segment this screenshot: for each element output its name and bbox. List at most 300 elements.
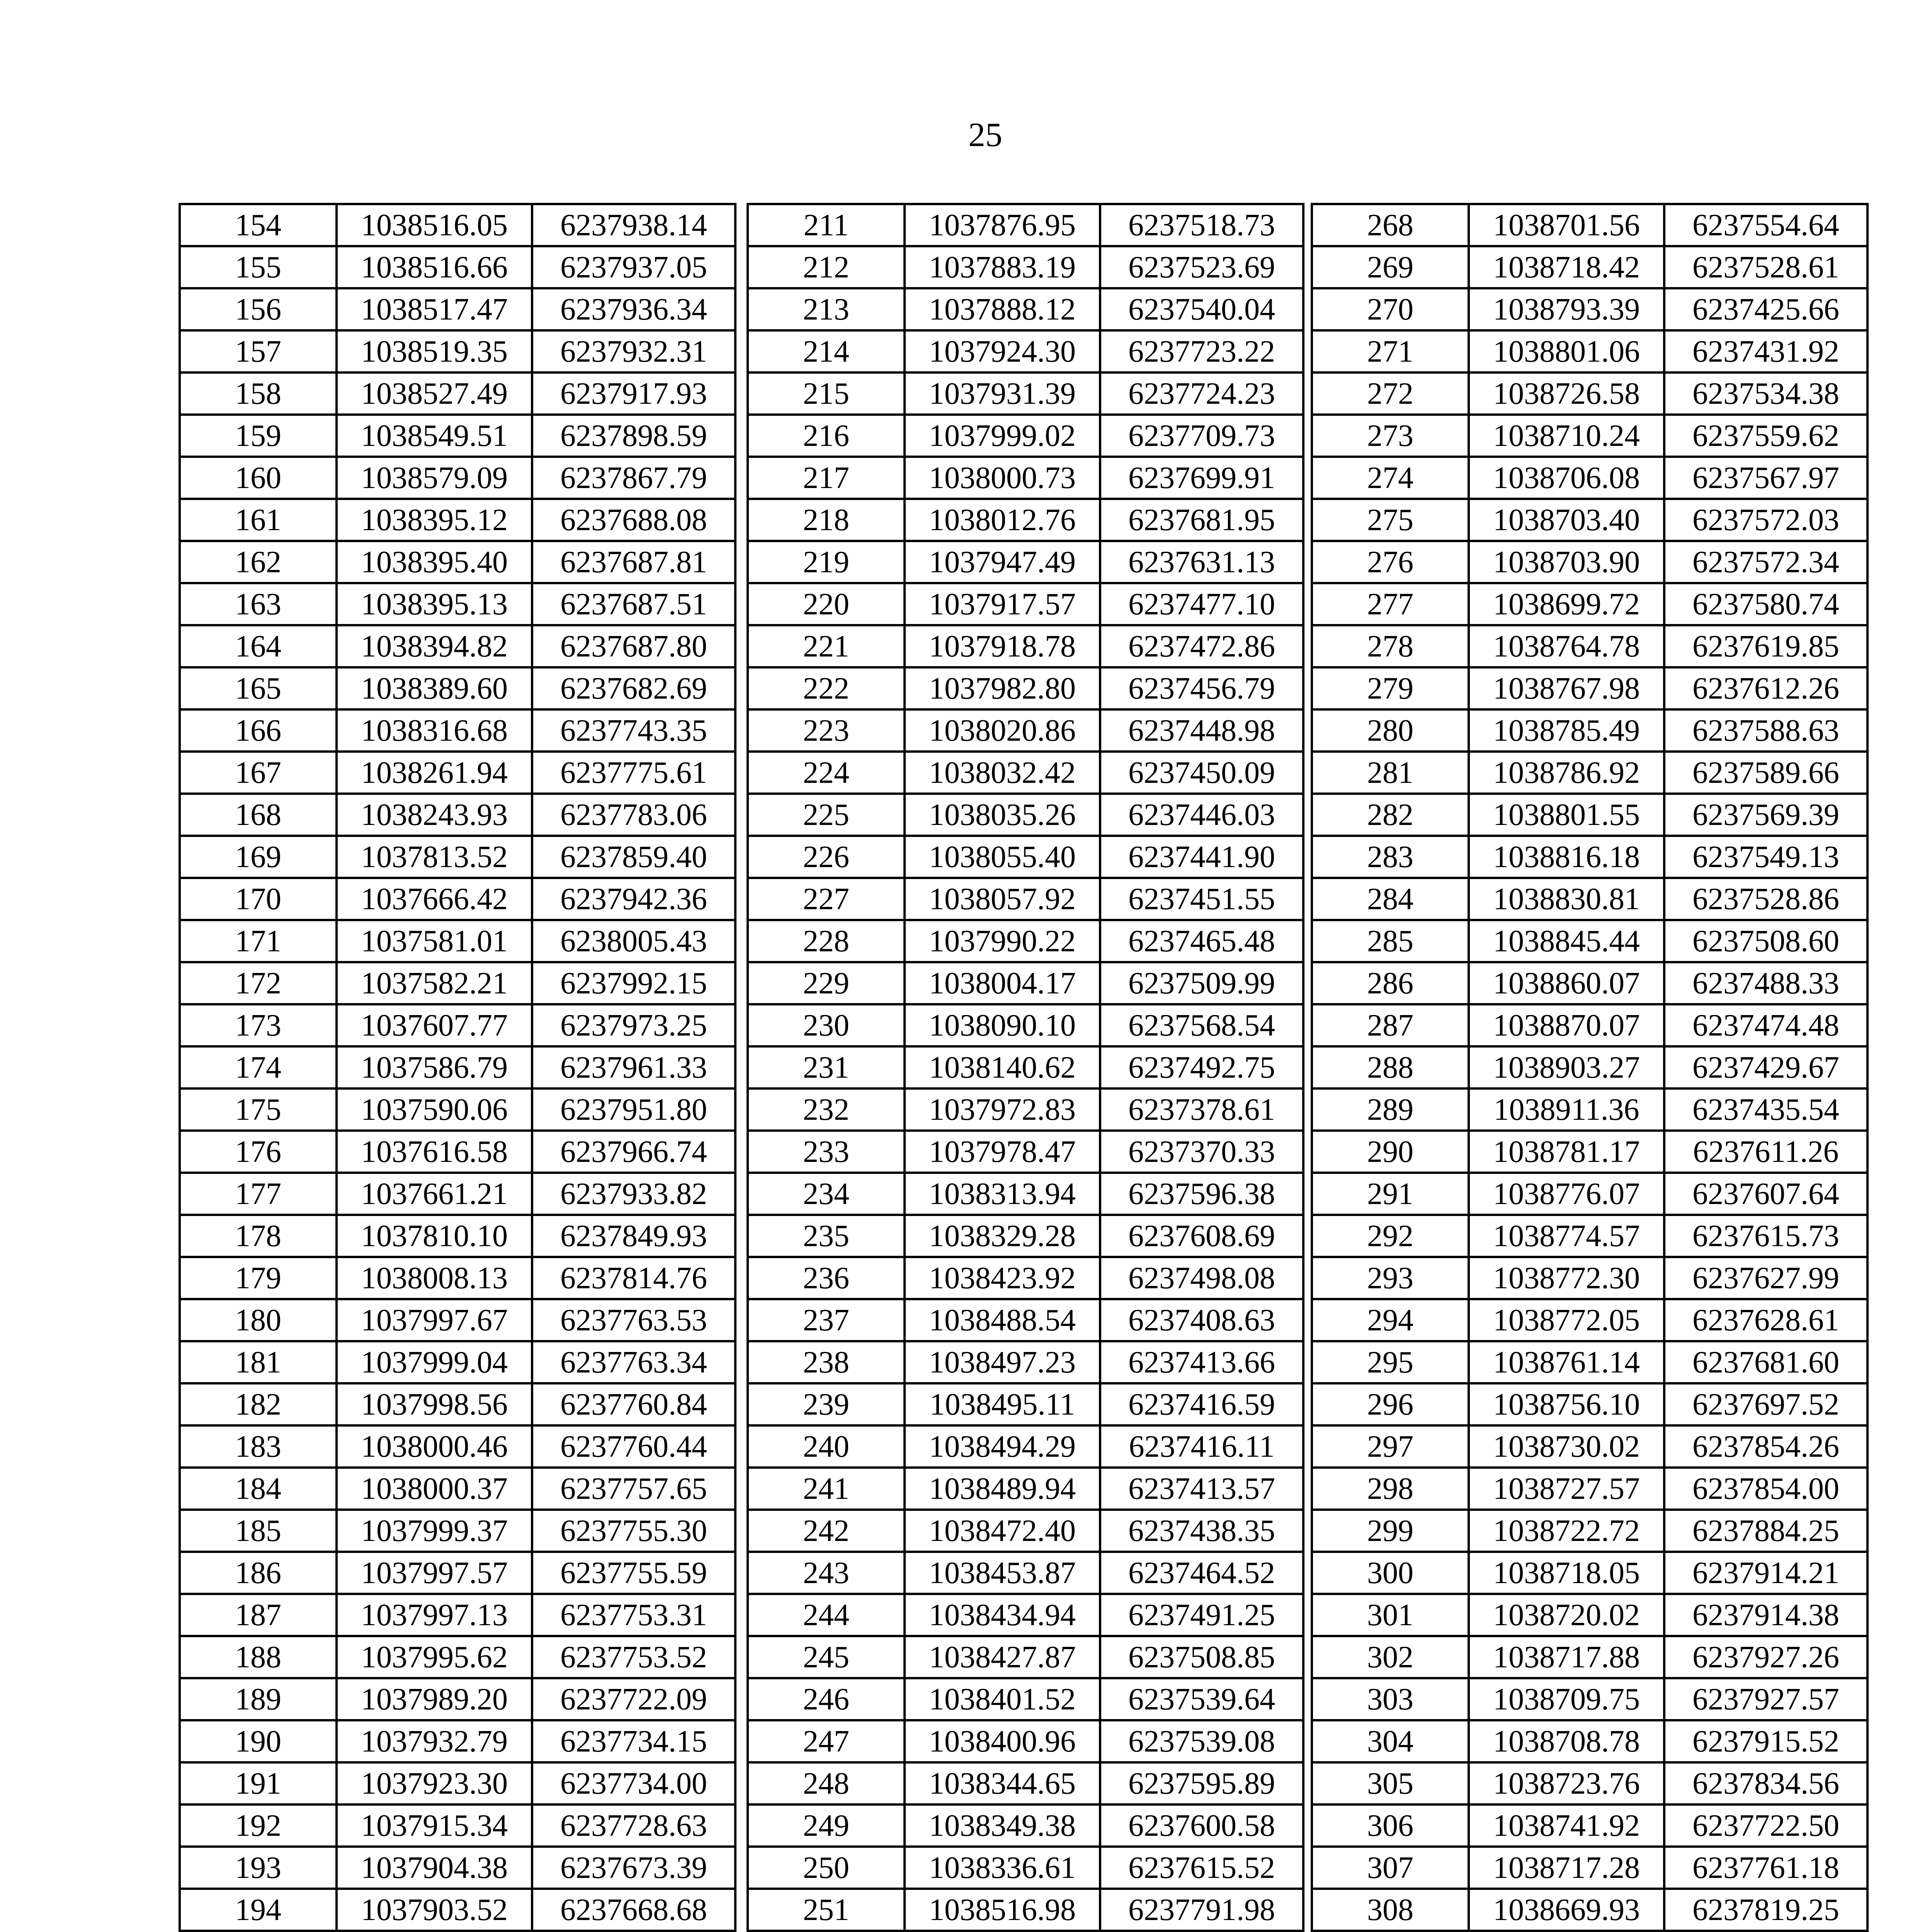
y-coordinate-cell: 6237709.73 [1100, 415, 1303, 457]
x-coordinate-cell: 1038703.40 [1469, 499, 1664, 541]
x-coordinate-cell: 1038000.73 [905, 457, 1100, 499]
y-coordinate-cell: 6237917.93 [532, 372, 735, 415]
y-coordinate-cell: 6237814.76 [532, 1257, 735, 1299]
x-coordinate-cell: 1038741.92 [1469, 1804, 1664, 1847]
y-coordinate-cell: 6237549.13 [1664, 836, 1867, 878]
table-row [1312, 1762, 1867, 1804]
point-number-cell: 243 [748, 1552, 905, 1594]
table-row [748, 1257, 1303, 1299]
table-row [748, 920, 1303, 962]
point-number-cell: 223 [748, 709, 905, 752]
point-number-cell: 179 [180, 1257, 337, 1299]
y-coordinate-cell: 6237668.68 [532, 1889, 735, 1931]
x-coordinate-cell: 1038389.60 [337, 667, 532, 709]
table-row [180, 457, 735, 499]
x-coordinate-cell: 1038057.92 [905, 878, 1100, 920]
point-number-cell: 229 [748, 962, 905, 1004]
point-number-cell: 180 [180, 1299, 337, 1341]
table-row [1312, 920, 1867, 962]
y-coordinate-cell: 6237697.52 [1664, 1383, 1867, 1425]
x-coordinate-cell: 1038903.27 [1469, 1046, 1664, 1088]
x-coordinate-cell: 1038140.62 [905, 1046, 1100, 1088]
y-coordinate-cell: 6237477.10 [1100, 583, 1303, 625]
y-coordinate-cell: 6237435.54 [1664, 1088, 1867, 1131]
table-row [1312, 541, 1867, 583]
table-row [1312, 1131, 1867, 1173]
table-row [180, 878, 735, 920]
x-coordinate-cell: 1037997.67 [337, 1299, 532, 1341]
x-coordinate-cell: 1038718.05 [1469, 1552, 1664, 1594]
point-number-cell: 175 [180, 1088, 337, 1131]
x-coordinate-cell: 1038781.17 [1469, 1131, 1664, 1173]
y-coordinate-cell: 6237488.33 [1664, 962, 1867, 1004]
table-row [748, 1173, 1303, 1215]
table-row [748, 1425, 1303, 1468]
table-row [180, 415, 735, 457]
point-number-cell: 166 [180, 709, 337, 752]
table-row [1312, 1046, 1867, 1088]
table-row [180, 1046, 735, 1088]
point-number-cell: 225 [748, 794, 905, 836]
table-row [1312, 836, 1867, 878]
point-number-cell: 285 [1312, 920, 1469, 962]
x-coordinate-cell: 1037813.52 [337, 836, 532, 878]
point-number-cell: 281 [1312, 752, 1469, 794]
table-row [180, 752, 735, 794]
point-number-cell: 167 [180, 752, 337, 794]
x-coordinate-cell: 1038772.05 [1469, 1299, 1664, 1341]
x-coordinate-cell: 1038519.35 [337, 330, 532, 372]
table-row [748, 1088, 1303, 1131]
y-coordinate-cell: 6237589.66 [1664, 752, 1867, 794]
point-number-cell: 284 [1312, 878, 1469, 920]
y-coordinate-cell: 6237763.53 [532, 1299, 735, 1341]
point-number-cell: 247 [748, 1720, 905, 1762]
x-coordinate-cell: 1038336.61 [905, 1847, 1100, 1889]
point-number-cell: 290 [1312, 1131, 1469, 1173]
x-coordinate-cell: 1038313.94 [905, 1173, 1100, 1215]
table-row [1312, 1425, 1867, 1468]
point-number-cell: 242 [748, 1510, 905, 1552]
point-number-cell: 298 [1312, 1468, 1469, 1510]
y-coordinate-cell: 6237628.61 [1664, 1299, 1867, 1341]
x-coordinate-cell: 1038020.86 [905, 709, 1100, 752]
x-coordinate-cell: 1037972.83 [905, 1088, 1100, 1131]
y-coordinate-cell: 6237687.51 [532, 583, 735, 625]
table-row [1312, 499, 1867, 541]
point-number-cell: 234 [748, 1173, 905, 1215]
table-row [180, 1131, 735, 1173]
x-coordinate-cell: 1038727.57 [1469, 1468, 1664, 1510]
table-row [748, 246, 1303, 288]
point-number-cell: 156 [180, 288, 337, 330]
y-coordinate-cell: 6237492.75 [1100, 1046, 1303, 1088]
table-row [180, 1215, 735, 1257]
table-row [1312, 415, 1867, 457]
x-coordinate-cell: 1038764.78 [1469, 625, 1664, 667]
y-coordinate-cell: 6237724.23 [1100, 372, 1303, 415]
x-coordinate-cell: 1038243.93 [337, 794, 532, 836]
table-row [1312, 372, 1867, 415]
y-coordinate-cell: 6237615.52 [1100, 1847, 1303, 1889]
table-row [748, 1720, 1303, 1762]
x-coordinate-cell: 1038527.49 [337, 372, 532, 415]
table-row [1312, 288, 1867, 330]
y-coordinate-cell: 6237612.26 [1664, 667, 1867, 709]
point-number-cell: 155 [180, 246, 337, 288]
y-coordinate-cell: 6237523.69 [1100, 246, 1303, 288]
table-row [1312, 330, 1867, 372]
point-number-cell: 232 [748, 1088, 905, 1131]
point-number-cell: 188 [180, 1636, 337, 1678]
y-coordinate-cell: 6237849.93 [532, 1215, 735, 1257]
x-coordinate-cell: 1038516.98 [905, 1889, 1100, 1931]
table-row [748, 1847, 1303, 1889]
y-coordinate-cell: 6237465.48 [1100, 920, 1303, 962]
y-coordinate-cell: 6237448.98 [1100, 709, 1303, 752]
point-number-cell: 280 [1312, 709, 1469, 752]
point-number-cell: 213 [748, 288, 905, 330]
point-number-cell: 170 [180, 878, 337, 920]
table-row [1312, 1720, 1867, 1762]
y-coordinate-cell: 6237568.54 [1100, 1004, 1303, 1046]
x-coordinate-cell: 1038453.87 [905, 1552, 1100, 1594]
x-coordinate-cell: 1037918.78 [905, 625, 1100, 667]
point-number-cell: 169 [180, 836, 337, 878]
x-coordinate-cell: 1038720.02 [1469, 1594, 1664, 1636]
y-coordinate-cell: 6237491.25 [1100, 1594, 1303, 1636]
point-number-cell: 163 [180, 583, 337, 625]
point-number-cell: 286 [1312, 962, 1469, 1004]
table-row [748, 372, 1303, 415]
x-coordinate-cell: 1038395.12 [337, 499, 532, 541]
point-number-cell: 240 [748, 1425, 905, 1468]
table-row [748, 878, 1303, 920]
y-coordinate-cell: 6237595.89 [1100, 1762, 1303, 1804]
x-coordinate-cell: 1038703.90 [1469, 541, 1664, 583]
table-row [748, 1804, 1303, 1847]
x-coordinate-cell: 1038860.07 [1469, 962, 1664, 1004]
x-coordinate-cell: 1038801.55 [1469, 794, 1664, 836]
y-coordinate-cell: 6237783.06 [532, 794, 735, 836]
point-number-cell: 184 [180, 1468, 337, 1510]
point-number-cell: 191 [180, 1762, 337, 1804]
point-number-cell: 226 [748, 836, 905, 878]
table-row [748, 709, 1303, 752]
x-coordinate-cell: 1037810.10 [337, 1215, 532, 1257]
y-coordinate-cell: 6237915.52 [1664, 1720, 1867, 1762]
y-coordinate-cell: 6237682.69 [532, 667, 735, 709]
y-coordinate-cell: 6237760.44 [532, 1425, 735, 1468]
table-row [180, 1004, 735, 1046]
y-coordinate-cell: 6237753.31 [532, 1594, 735, 1636]
y-coordinate-cell: 6237854.26 [1664, 1425, 1867, 1468]
table-row [748, 1762, 1303, 1804]
x-coordinate-cell: 1037978.47 [905, 1131, 1100, 1173]
y-coordinate-cell: 6237728.63 [532, 1804, 735, 1847]
x-coordinate-cell: 1038434.94 [905, 1594, 1100, 1636]
x-coordinate-cell: 1037888.12 [905, 288, 1100, 330]
point-number-cell: 250 [748, 1847, 905, 1889]
table-row [1312, 1383, 1867, 1425]
y-coordinate-cell: 6237927.57 [1664, 1678, 1867, 1720]
y-coordinate-cell: 6237722.50 [1664, 1804, 1867, 1847]
table-row [748, 330, 1303, 372]
point-number-cell: 193 [180, 1847, 337, 1889]
y-coordinate-cell: 6237554.64 [1664, 204, 1867, 246]
y-coordinate-cell: 6237615.73 [1664, 1215, 1867, 1257]
table-row [180, 1425, 735, 1468]
x-coordinate-cell: 1037997.13 [337, 1594, 532, 1636]
table-row [748, 1594, 1303, 1636]
point-number-cell: 301 [1312, 1594, 1469, 1636]
x-coordinate-cell: 1038395.40 [337, 541, 532, 583]
table-row [1312, 1889, 1867, 1931]
y-coordinate-cell: 6237938.14 [532, 204, 735, 246]
point-number-cell: 157 [180, 330, 337, 372]
point-number-cell: 289 [1312, 1088, 1469, 1131]
table-row [180, 1257, 735, 1299]
y-coordinate-cell: 6237528.86 [1664, 878, 1867, 920]
y-coordinate-cell: 6237464.52 [1100, 1552, 1303, 1594]
table-row [180, 625, 735, 667]
point-number-cell: 211 [748, 204, 905, 246]
table-row [180, 1299, 735, 1341]
y-coordinate-cell: 6237441.90 [1100, 836, 1303, 878]
x-coordinate-cell: 1037990.22 [905, 920, 1100, 962]
page-number: 25 [968, 116, 1002, 154]
x-coordinate-cell: 1037999.37 [337, 1510, 532, 1552]
point-number-cell: 237 [748, 1299, 905, 1341]
table-row [1312, 667, 1867, 709]
table-row [180, 246, 735, 288]
table-row [748, 1889, 1303, 1931]
y-coordinate-cell: 6237498.08 [1100, 1257, 1303, 1299]
point-number-cell: 216 [748, 415, 905, 457]
x-coordinate-cell: 1037582.21 [337, 962, 532, 1004]
y-coordinate-cell: 6237408.63 [1100, 1299, 1303, 1341]
y-coordinate-cell: 6237416.11 [1100, 1425, 1303, 1468]
table-row [180, 204, 735, 246]
x-coordinate-cell: 1038718.42 [1469, 246, 1664, 288]
y-coordinate-cell: 6237951.80 [532, 1088, 735, 1131]
y-coordinate-cell: 6237723.22 [1100, 330, 1303, 372]
y-coordinate-cell: 6237942.36 [532, 878, 735, 920]
table-row [180, 667, 735, 709]
point-number-cell: 296 [1312, 1383, 1469, 1425]
x-coordinate-cell: 1038329.28 [905, 1215, 1100, 1257]
x-coordinate-cell: 1038785.49 [1469, 709, 1664, 752]
x-coordinate-cell: 1038012.76 [905, 499, 1100, 541]
x-coordinate-cell: 1038717.28 [1469, 1847, 1664, 1889]
point-number-cell: 305 [1312, 1762, 1469, 1804]
x-coordinate-cell: 1038394.82 [337, 625, 532, 667]
y-coordinate-cell: 6237534.38 [1664, 372, 1867, 415]
table-row [748, 752, 1303, 794]
y-coordinate-cell: 6237859.40 [532, 836, 735, 878]
point-number-cell: 162 [180, 541, 337, 583]
point-number-cell: 231 [748, 1046, 905, 1088]
table-row [180, 1636, 735, 1678]
y-coordinate-cell: 6237627.99 [1664, 1257, 1867, 1299]
point-number-cell: 288 [1312, 1046, 1469, 1088]
y-coordinate-cell: 6237451.55 [1100, 878, 1303, 920]
y-coordinate-cell: 6237757.65 [532, 1468, 735, 1510]
table-row [748, 1678, 1303, 1720]
y-coordinate-cell: 6237819.25 [1664, 1889, 1867, 1931]
point-number-cell: 173 [180, 1004, 337, 1046]
y-coordinate-cell: 6237416.59 [1100, 1383, 1303, 1425]
table-row [1312, 1847, 1867, 1889]
y-coordinate-cell: 6237572.34 [1664, 541, 1867, 583]
point-number-cell: 187 [180, 1594, 337, 1636]
y-coordinate-cell: 6238005.43 [532, 920, 735, 962]
x-coordinate-cell: 1038767.98 [1469, 667, 1664, 709]
y-coordinate-cell: 6237456.79 [1100, 667, 1303, 709]
x-coordinate-cell: 1038801.06 [1469, 330, 1664, 372]
x-coordinate-cell: 1038423.92 [905, 1257, 1100, 1299]
table-row [180, 1804, 735, 1847]
x-coordinate-cell: 1038549.51 [337, 415, 532, 457]
x-coordinate-cell: 1038911.36 [1469, 1088, 1664, 1131]
y-coordinate-cell: 6237966.74 [532, 1131, 735, 1173]
y-coordinate-cell: 6237413.57 [1100, 1468, 1303, 1510]
x-coordinate-cell: 1038786.92 [1469, 752, 1664, 794]
x-coordinate-cell: 1038699.72 [1469, 583, 1664, 625]
table-row [180, 709, 735, 752]
y-coordinate-cell: 6237528.61 [1664, 246, 1867, 288]
x-coordinate-cell: 1038008.13 [337, 1257, 532, 1299]
y-coordinate-cell: 6237572.03 [1664, 499, 1867, 541]
point-number-cell: 183 [180, 1425, 337, 1468]
point-number-cell: 282 [1312, 794, 1469, 836]
y-coordinate-cell: 6237431.92 [1664, 330, 1867, 372]
x-coordinate-cell: 1038722.72 [1469, 1510, 1664, 1552]
x-coordinate-cell: 1038344.65 [905, 1762, 1100, 1804]
point-number-cell: 228 [748, 920, 905, 962]
point-number-cell: 299 [1312, 1510, 1469, 1552]
point-number-cell: 194 [180, 1889, 337, 1931]
y-coordinate-cell: 6237755.59 [532, 1552, 735, 1594]
point-number-cell: 300 [1312, 1552, 1469, 1594]
y-coordinate-cell: 6237611.26 [1664, 1131, 1867, 1173]
table-row [180, 1468, 735, 1510]
point-number-cell: 306 [1312, 1804, 1469, 1847]
y-coordinate-cell: 6237429.67 [1664, 1046, 1867, 1088]
x-coordinate-cell: 1038494.29 [905, 1425, 1100, 1468]
point-number-cell: 190 [180, 1720, 337, 1762]
x-coordinate-cell: 1038730.02 [1469, 1425, 1664, 1468]
table-row [1312, 457, 1867, 499]
table-row [180, 1889, 735, 1931]
y-coordinate-cell: 6237687.81 [532, 541, 735, 583]
x-coordinate-cell: 1038701.56 [1469, 204, 1664, 246]
y-coordinate-cell: 6237834.56 [1664, 1762, 1867, 1804]
y-coordinate-cell: 6237936.34 [532, 288, 735, 330]
table-row [748, 288, 1303, 330]
table-row [180, 1594, 735, 1636]
point-number-cell: 227 [748, 878, 905, 920]
y-coordinate-cell: 6237927.26 [1664, 1636, 1867, 1678]
x-coordinate-cell: 1038776.07 [1469, 1173, 1664, 1215]
x-coordinate-cell: 1037586.79 [337, 1046, 532, 1088]
table-row [1312, 794, 1867, 836]
table-row [1312, 246, 1867, 288]
table-row [748, 1636, 1303, 1678]
point-number-cell: 270 [1312, 288, 1469, 330]
x-coordinate-cell: 1038489.94 [905, 1468, 1100, 1510]
x-coordinate-cell: 1038000.37 [337, 1468, 532, 1510]
table-row [180, 1552, 735, 1594]
point-number-cell: 215 [748, 372, 905, 415]
table-row [1312, 1552, 1867, 1594]
table-row [180, 1510, 735, 1552]
point-number-cell: 186 [180, 1552, 337, 1594]
point-number-cell: 245 [748, 1636, 905, 1678]
x-coordinate-cell: 1037915.34 [337, 1804, 532, 1847]
table-row [180, 836, 735, 878]
point-number-cell: 192 [180, 1804, 337, 1847]
table-row [748, 962, 1303, 1004]
y-coordinate-cell: 6237600.58 [1100, 1804, 1303, 1847]
x-coordinate-cell: 1037999.02 [905, 415, 1100, 457]
table-row [1312, 1299, 1867, 1341]
point-number-cell: 269 [1312, 246, 1469, 288]
y-coordinate-cell: 6237743.35 [532, 709, 735, 752]
x-coordinate-cell: 1037998.56 [337, 1383, 532, 1425]
point-number-cell: 189 [180, 1678, 337, 1720]
y-coordinate-cell: 6237932.31 [532, 330, 735, 372]
table-row [180, 372, 735, 415]
table-row [748, 204, 1303, 246]
table-row [1312, 1636, 1867, 1678]
y-coordinate-cell: 6237753.52 [532, 1636, 735, 1678]
x-coordinate-cell: 1038497.23 [905, 1341, 1100, 1383]
table-row [1312, 752, 1867, 794]
x-coordinate-cell: 1038004.17 [905, 962, 1100, 1004]
y-coordinate-cell: 6237681.60 [1664, 1341, 1867, 1383]
point-number-cell: 222 [748, 667, 905, 709]
y-coordinate-cell: 6237596.38 [1100, 1173, 1303, 1215]
x-coordinate-cell: 1038472.40 [905, 1510, 1100, 1552]
point-number-cell: 230 [748, 1004, 905, 1046]
table-row [180, 288, 735, 330]
table-row [1312, 1594, 1867, 1636]
x-coordinate-cell: 1038830.81 [1469, 878, 1664, 920]
x-coordinate-cell: 1038723.76 [1469, 1762, 1664, 1804]
x-coordinate-cell: 1037989.20 [337, 1678, 532, 1720]
y-coordinate-cell: 6237509.99 [1100, 962, 1303, 1004]
point-number-cell: 249 [748, 1804, 905, 1847]
point-number-cell: 291 [1312, 1173, 1469, 1215]
x-coordinate-cell: 1038400.96 [905, 1720, 1100, 1762]
x-coordinate-cell: 1038395.13 [337, 583, 532, 625]
y-coordinate-cell: 6237687.80 [532, 625, 735, 667]
table-row [180, 1341, 735, 1383]
y-coordinate-cell: 6237508.60 [1664, 920, 1867, 962]
table-row [1312, 709, 1867, 752]
y-coordinate-cell: 6237518.73 [1100, 204, 1303, 246]
x-coordinate-cell: 1038772.30 [1469, 1257, 1664, 1299]
x-coordinate-cell: 1038090.10 [905, 1004, 1100, 1046]
y-coordinate-cell: 6237472.86 [1100, 625, 1303, 667]
point-number-cell: 293 [1312, 1257, 1469, 1299]
table-row [748, 583, 1303, 625]
y-coordinate-cell: 6237539.08 [1100, 1720, 1303, 1762]
y-coordinate-cell: 6237992.15 [532, 962, 735, 1004]
y-coordinate-cell: 6237607.64 [1664, 1173, 1867, 1215]
point-number-cell: 271 [1312, 330, 1469, 372]
